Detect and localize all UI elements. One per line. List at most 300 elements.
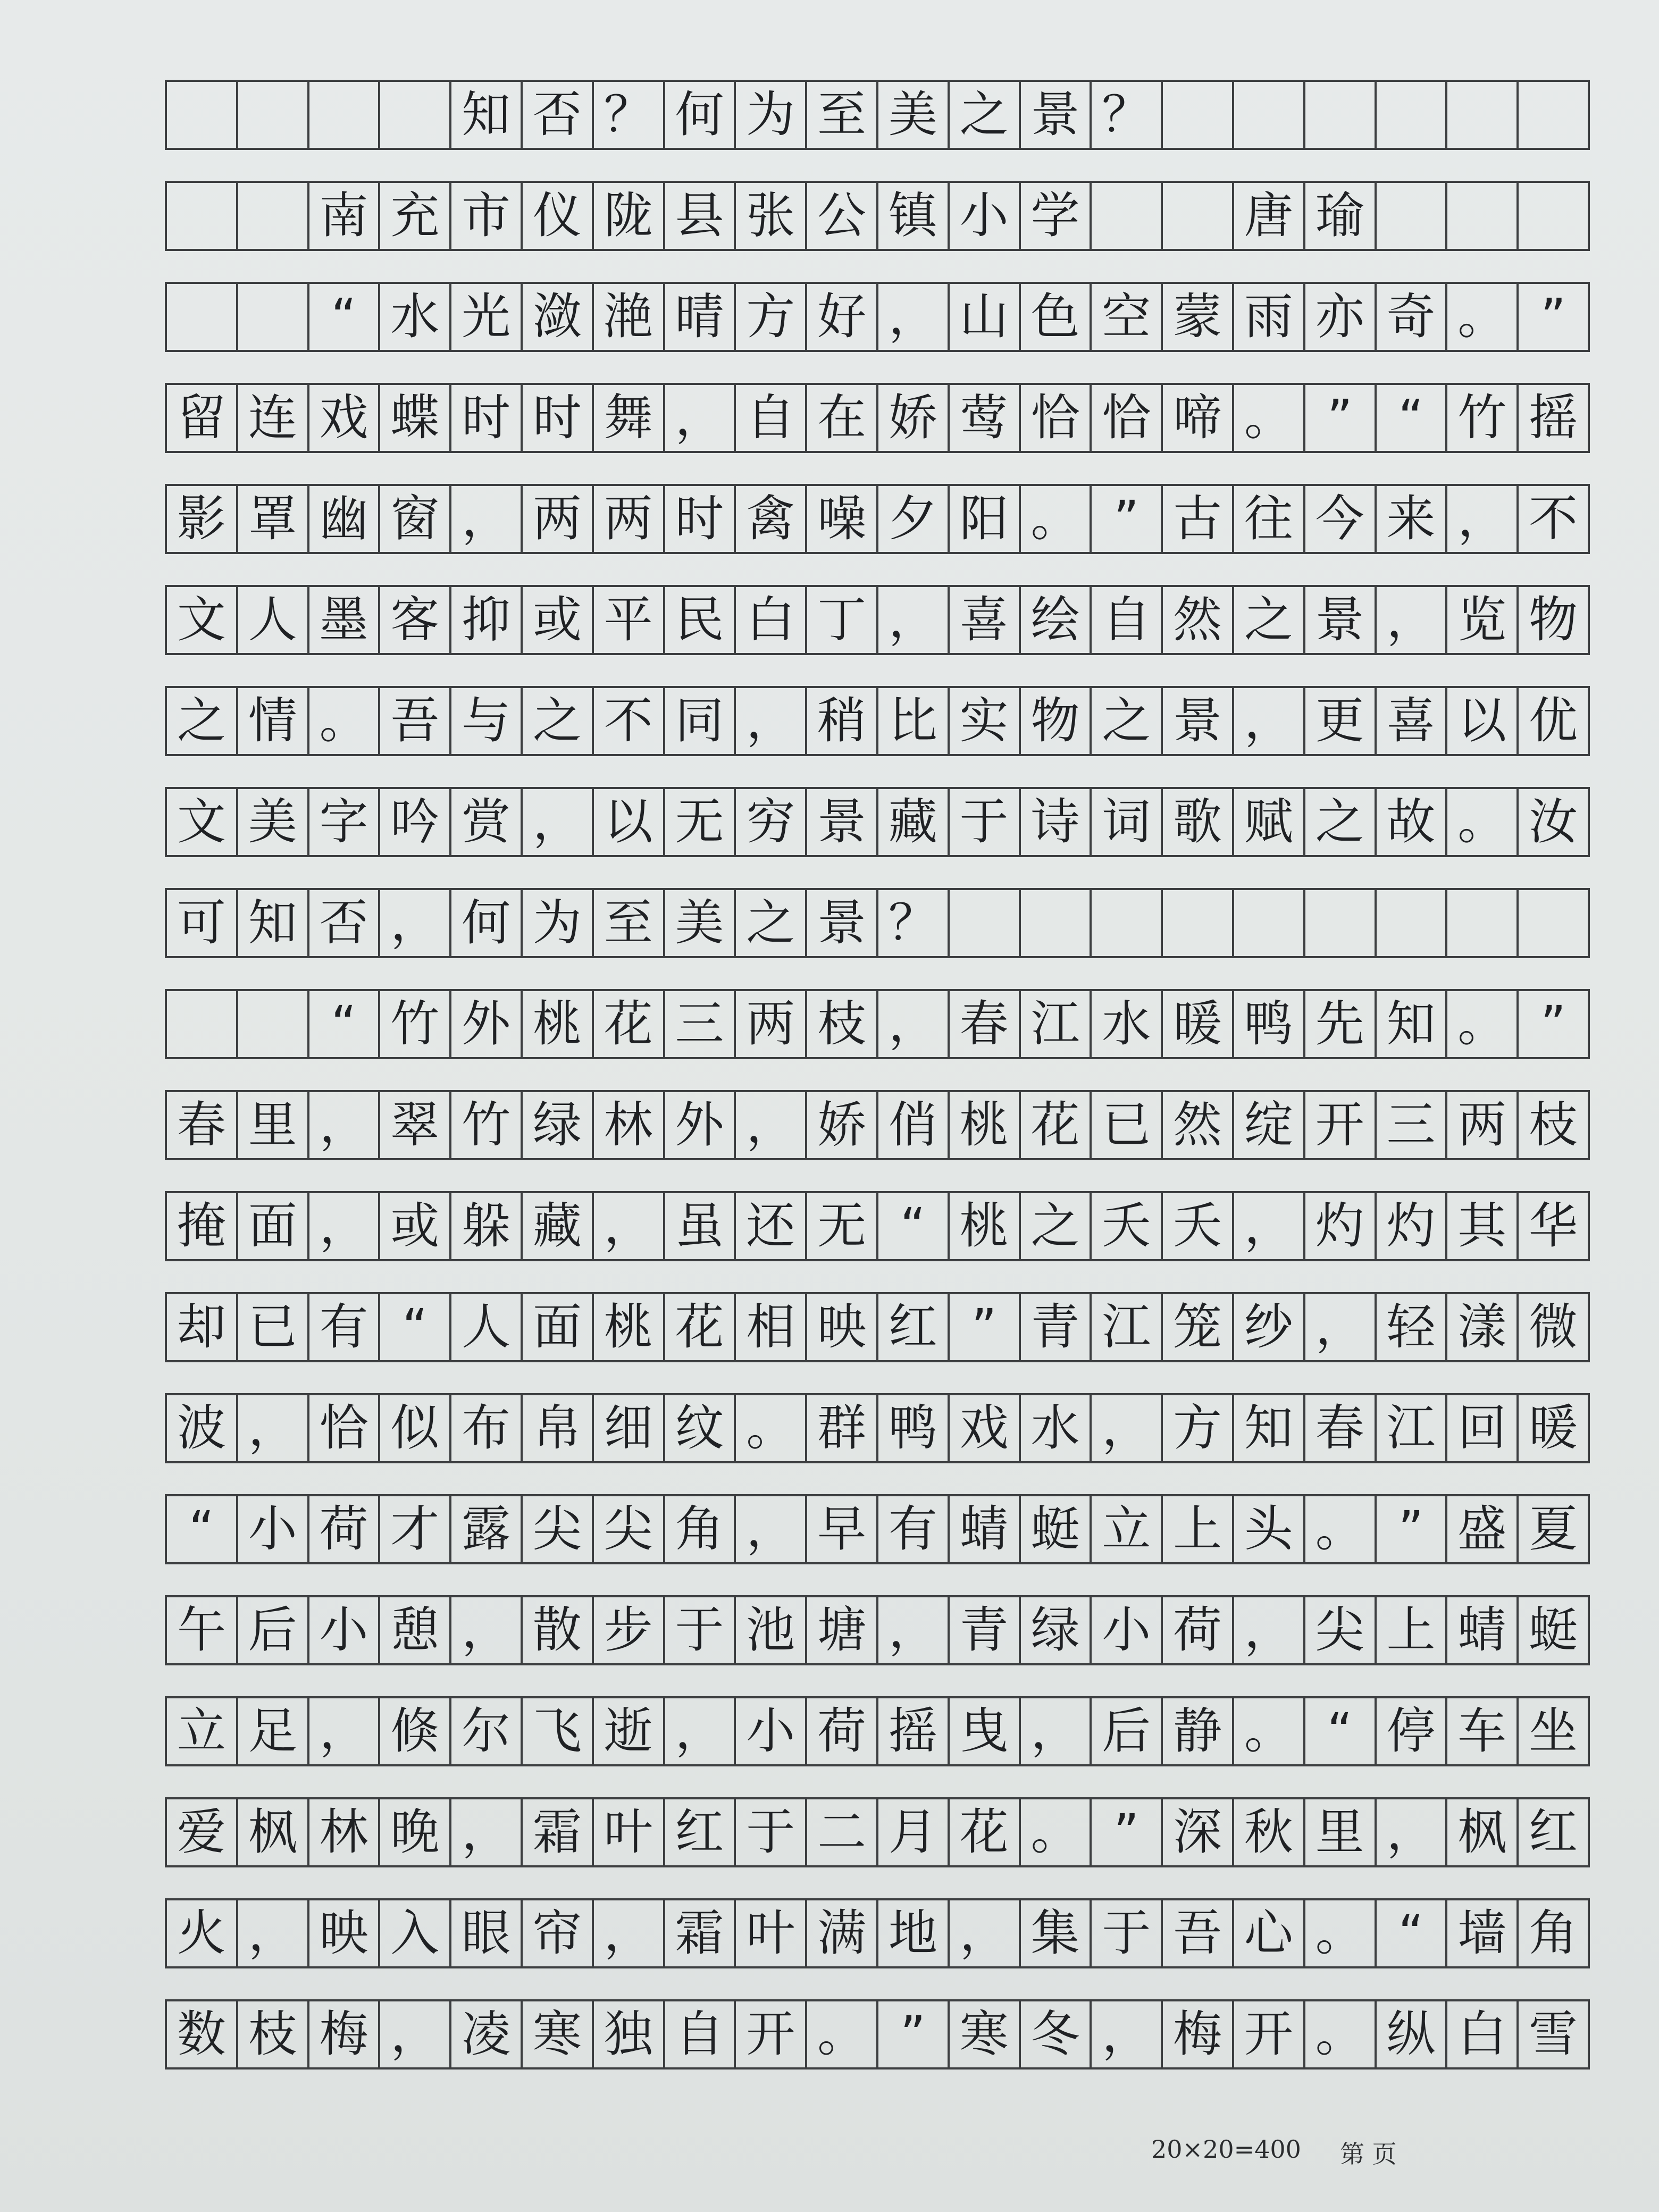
grid-cell: “ [1377,385,1448,451]
grid-cell: 掩 [167,1193,238,1259]
grid-cell: 还 [736,1193,807,1259]
grid-cell [1377,890,1448,956]
grid-cell: 方 [1163,1395,1234,1461]
grid-cell: 蝶 [380,385,451,451]
grid-cell: 镇 [878,183,950,249]
grid-cell: 桃 [950,1092,1021,1158]
grid-cell: 于 [950,789,1021,855]
grid-cell: 江 [1377,1395,1448,1461]
grid-cell: 先 [1305,991,1377,1057]
grid-cell: ， [1377,587,1448,653]
grid-cell: 竹 [451,1092,523,1158]
grid-cell: 布 [451,1395,523,1461]
grid-cell: 寒 [950,2001,1021,2067]
grid-cell: 面 [238,1193,309,1259]
grid-cell: 无 [807,1193,878,1259]
grid-cell: 人 [451,1294,523,1360]
grid-cell: 自 [1092,587,1163,653]
grid-cell: 。 [1447,991,1519,1057]
grid-cell: 其 [1447,1193,1519,1259]
grid-row [165,1292,1590,1362]
grid-cell: 小 [950,183,1021,249]
grid-cell: 蒙 [1163,284,1234,350]
grid-cell: 故 [1377,789,1448,855]
grid-cell: ， [1234,688,1305,754]
grid-cell: 步 [594,1597,665,1663]
grid-cell: 墨 [309,587,381,653]
grid-cell: 夕 [878,486,950,552]
grid-cell [1519,183,1590,249]
grid-cell: 三 [1377,1092,1448,1158]
grid-cell: ， [380,2001,451,2067]
grid-cell: 深 [1163,1799,1234,1865]
grid-cell: 外 [665,1092,736,1158]
grid-cell: 蜻 [950,1496,1021,1562]
grid-cell: 藏 [878,789,950,855]
grid-cell: 叶 [736,1900,807,1966]
grid-cell: 坐 [1519,1698,1590,1764]
grid-cell: 桃 [594,1294,665,1360]
grid-cell: ， [309,1092,381,1158]
grid-cell: 映 [807,1294,878,1360]
grid-cell: 塘 [807,1597,878,1663]
grid-cell: 噪 [807,486,878,552]
grid-cell: 枫 [238,1799,309,1865]
grid-cell: 露 [451,1496,523,1562]
grid-cell: “ [878,1193,950,1259]
grid-cell: 抑 [451,587,523,653]
grid-cell: 二 [807,1799,878,1865]
grid-cell [1377,82,1448,148]
grid-cell [1305,890,1377,956]
grid-cell: 摇 [1519,385,1590,451]
grid-cell [167,991,238,1057]
grid-cell: “ [1377,1900,1448,1966]
grid-cell: 至 [807,82,878,148]
grid-cell: 回 [1447,1395,1519,1461]
grid-cell: ” [1305,385,1377,451]
grid-cell: 桃 [523,991,594,1057]
grid-cell: 外 [451,991,523,1057]
grid-cell: 奇 [1377,284,1448,350]
grid-cell: ， [451,486,523,552]
grid-cell: 华 [1519,1193,1590,1259]
grid-cell: 穷 [736,789,807,855]
grid-row [165,1393,1590,1463]
grid-cell: 白 [1447,2001,1519,2067]
grid-row-cells [165,1191,1590,1261]
grid-cell: 古 [1163,486,1234,552]
grid-cell [167,284,238,350]
grid-cell [238,284,309,350]
grid-cell: 。 [1305,1496,1377,1562]
grid-cell: ？ [1092,82,1163,148]
grid-cell: 静 [1163,1698,1234,1764]
grid-cell: 曳 [950,1698,1021,1764]
grid-cell: 雨 [1234,284,1305,350]
grid-cell: ， [878,1597,950,1663]
grid-cell: 角 [665,1496,736,1562]
grid-cell: 细 [594,1395,665,1461]
grid-cell: 为 [523,890,594,956]
grid-cell: 两 [1447,1092,1519,1158]
grid-cell: 。 [807,2001,878,2067]
grid-cell: 之 [1305,789,1377,855]
grid-cell: 池 [736,1597,807,1663]
grid-cell: 不 [594,688,665,754]
grid-cell: 于 [1092,1900,1163,1966]
grid-cell: 不 [1519,486,1590,552]
grid-cell: 红 [1519,1799,1590,1865]
grid-row-cells [165,787,1590,857]
grid-cell: ， [309,1193,381,1259]
grid-row-cells [165,888,1590,958]
grid-row [165,1999,1590,2069]
grid-cell [238,991,309,1057]
grid-cell: 实 [950,688,1021,754]
grid-cell: 桃 [950,1193,1021,1259]
grid-cell: “ [1305,1698,1377,1764]
grid-cell: 恰 [1021,385,1092,451]
grid-cell: ， [1447,486,1519,552]
grid-row-cells [165,1494,1590,1564]
grid-cell: 。 [1021,1799,1092,1865]
grid-cell: 览 [1447,587,1519,653]
grid-cell: 足 [238,1698,309,1764]
grid-row [165,1696,1590,1766]
grid-cell: 尔 [451,1698,523,1764]
grid-cell: ， [309,1698,381,1764]
grid-row [165,1898,1590,1968]
grid-cell: 灼 [1377,1193,1448,1259]
grid-cell: 开 [1305,1092,1377,1158]
grid-cell: 集 [1021,1900,1092,1966]
grid-cell: 光 [451,284,523,350]
grid-cell: 青 [950,1597,1021,1663]
grid-cell: 今 [1305,486,1377,552]
grid-cell: 自 [736,385,807,451]
grid-cell: 波 [167,1395,238,1461]
grid-cell: 却 [167,1294,238,1360]
grid-cell: 。 [1305,2001,1377,2067]
grid-cell: ” [950,1294,1021,1360]
grid-cell: 何 [451,890,523,956]
grid-cell: 竹 [380,991,451,1057]
grid-cell: 鸭 [1234,991,1305,1057]
grid-cell: 叶 [594,1799,665,1865]
grid-cell: 红 [878,1294,950,1360]
grid-cell: 夭 [1163,1193,1234,1259]
page-number-label: 第 页 [1340,2140,1397,2168]
grid-cell: 蜻 [1447,1597,1519,1663]
grid-cell: 。 [309,688,381,754]
grid-row [165,585,1590,655]
grid-cell: 之 [523,688,594,754]
grid-cell: ， [878,284,950,350]
grid-cell: 以 [594,789,665,855]
grid-cell: 江 [1092,1294,1163,1360]
grid-cell: 山 [950,284,1021,350]
grid-cell [309,82,381,148]
grid-cell: 吾 [1163,1900,1234,1966]
grid-cell: 晚 [380,1799,451,1865]
grid-cell: 花 [665,1294,736,1360]
grid-cell: 或 [380,1193,451,1259]
grid-cell: 枫 [1447,1799,1519,1865]
grid-cell: 与 [451,688,523,754]
grid-cell: 梅 [309,2001,381,2067]
grid-cell: ， [1377,1799,1448,1865]
grid-cell: 客 [380,587,451,653]
grid-cell: 荷 [309,1496,381,1562]
grid-cell: 蜓 [1021,1496,1092,1562]
grid-cell: ” [1092,486,1163,552]
grid-cell: 更 [1305,688,1377,754]
grid-cell: 景 [1305,587,1377,653]
grid-cell: “ [309,284,381,350]
grid-row-cells [165,1999,1590,2069]
grid-row [165,1494,1590,1564]
grid-cell: 霜 [665,1900,736,1966]
grid-cell: 色 [1021,284,1092,350]
grid-cell: 早 [807,1496,878,1562]
grid-cell: 恰 [1092,385,1163,451]
grid-cell: ， [1092,1395,1163,1461]
grid-cell: 美 [238,789,309,855]
grid-cell: “ [167,1496,238,1562]
grid-cell: 春 [950,991,1021,1057]
grid-cell: 优 [1519,688,1590,754]
grid-cell: 花 [950,1799,1021,1865]
grid-cell: 比 [878,688,950,754]
grid-cell: 字 [309,789,381,855]
grid-cell [1305,82,1377,148]
grid-row [165,181,1590,251]
grid-cell: ， [238,1900,309,1966]
grid-cell: 午 [167,1597,238,1663]
grid-row [165,989,1590,1059]
grid-cell: 舞 [594,385,665,451]
grid-cell: 潋 [523,284,594,350]
grid-cell: 灼 [1305,1193,1377,1259]
grid-cell [1163,82,1234,148]
grid-cell: 荷 [807,1698,878,1764]
grid-cell: 同 [665,688,736,754]
grid-cell: 。 [1305,1900,1377,1966]
grid-cell: 无 [665,789,736,855]
grid-cell: 景 [807,789,878,855]
grid-cell: 影 [167,486,238,552]
grid-row-cells [165,1292,1590,1362]
grid-cell: 。 [1447,284,1519,350]
grid-cell: 里 [1305,1799,1377,1865]
grid-cell: 戏 [309,385,381,451]
grid-cell: 丁 [807,587,878,653]
grid-cell: 蜓 [1519,1597,1590,1663]
grid-cell: ， [1021,1698,1092,1764]
grid-cell: 春 [1305,1395,1377,1461]
grid-cell: 歌 [1163,789,1234,855]
grid-cell: 立 [167,1698,238,1764]
grid-cell: 连 [238,385,309,451]
grid-cell: 汝 [1519,789,1590,855]
grid-cell: 纵 [1377,2001,1448,2067]
grid-cell: ， [1305,1294,1377,1360]
grid-cell: 荷 [1163,1597,1234,1663]
grid-cell: 绿 [1021,1597,1092,1663]
grid-cell: 在 [807,385,878,451]
grid-cell: ” [1092,1799,1163,1865]
grid-cell: 枝 [1519,1092,1590,1158]
grid-cell: 已 [1092,1092,1163,1158]
grid-cell: 三 [665,991,736,1057]
grid-cell: 夏 [1519,1496,1590,1562]
grid-cell: 绿 [523,1092,594,1158]
grid-cell: 知 [1234,1395,1305,1461]
grid-cell: 美 [665,890,736,956]
grid-row [165,282,1590,352]
grid-cell: 瑜 [1305,183,1377,249]
grid-cell: 憩 [380,1597,451,1663]
grid-cell: 为 [736,82,807,148]
grid-cell: ， [238,1395,309,1461]
grid-row-cells [165,1393,1590,1463]
grid-cell: 人 [238,587,309,653]
grid-cell: 有 [878,1496,950,1562]
grid-cell: 赋 [1234,789,1305,855]
grid-cell: 物 [1021,688,1092,754]
grid-cell: 至 [594,890,665,956]
grid-cell: 头 [1234,1496,1305,1562]
grid-cell: 学 [1021,183,1092,249]
grid-row [165,1595,1590,1665]
grid-cell: 赏 [451,789,523,855]
grid-cell: 往 [1234,486,1305,552]
grid-cell [1021,890,1092,956]
grid-cell: ， [523,789,594,855]
grid-cell: 景 [1163,688,1234,754]
grid-cell: 枝 [238,2001,309,2067]
grid-cell: ？ [594,82,665,148]
grid-cell: ” [1519,284,1590,350]
grid-row-cells [165,1595,1590,1665]
grid-cell: 尖 [523,1496,594,1562]
grid-cell: ， [380,890,451,956]
grid-row [165,80,1590,150]
grid-cell: 绘 [1021,587,1092,653]
grid-row-cells [165,181,1590,251]
grid-cell: 帛 [523,1395,594,1461]
grid-cell: 凌 [451,2001,523,2067]
grid-cell: 充 [380,183,451,249]
grid-cell: ， [736,1092,807,1158]
grid-cell: 美 [878,82,950,148]
grid-cell: 方 [736,284,807,350]
grid-cell: 南 [309,183,381,249]
grid-cell: ， [878,587,950,653]
grid-row [165,1090,1590,1160]
grid-row-cells [165,383,1590,453]
grid-cell: 娇 [807,1092,878,1158]
grid-row [165,1191,1590,1261]
grid-cell: 亦 [1305,284,1377,350]
grid-cell: 花 [1021,1092,1092,1158]
grid-cell: 里 [238,1092,309,1158]
grid-cell: 以 [1447,688,1519,754]
writing-grid [165,80,1590,2100]
grid-cell: ， [451,1799,523,1865]
grid-cell: 市 [451,183,523,249]
grid-cell: 诗 [1021,789,1092,855]
grid-cell: ， [665,385,736,451]
grid-cell: ， [1234,1193,1305,1259]
grid-cell: 水 [380,284,451,350]
grid-cell: 民 [665,587,736,653]
grid-cell: 尖 [1305,1597,1377,1663]
grid-cell: 幽 [309,486,381,552]
grid-cell: 藏 [523,1193,594,1259]
grid-cell: 之 [1021,1193,1092,1259]
grid-cell: 花 [594,991,665,1057]
grid-cell: “ [309,991,381,1057]
grid-cell: ？ [878,890,950,956]
grid-cell [1092,890,1163,956]
grid-cell: 数 [167,2001,238,2067]
grid-cell [1447,183,1519,249]
grid-cell: 张 [736,183,807,249]
grid-cell: 开 [1234,2001,1305,2067]
grid-cell: ， [665,1698,736,1764]
grid-cell: 角 [1519,1900,1590,1966]
grid-cell: 小 [309,1597,381,1663]
grid-cell: 吾 [380,688,451,754]
grid-cell: 秋 [1234,1799,1305,1865]
grid-cell: 雪 [1519,2001,1590,2067]
grid-cell [1163,890,1234,956]
grid-cell: 唐 [1234,183,1305,249]
grid-cell: 莺 [950,385,1021,451]
grid-cell: 之 [950,82,1021,148]
grid-cell: 或 [523,587,594,653]
grid-cell: 留 [167,385,238,451]
grid-cell: 满 [807,1900,878,1966]
grid-cell: 喜 [1377,688,1448,754]
grid-cell: 平 [594,587,665,653]
grid-cell: 暖 [1519,1395,1590,1461]
grid-cell: 纹 [665,1395,736,1461]
grid-cell: 映 [309,1900,381,1966]
grid-cell: 虽 [665,1193,736,1259]
grid-cell: 地 [878,1900,950,1966]
grid-cell: ， [736,1496,807,1562]
grid-cell: 戏 [950,1395,1021,1461]
grid-cell [1377,183,1448,249]
grid-cell: 帘 [523,1900,594,1966]
grid-cell: ， [451,1597,523,1663]
grid-cell: 于 [736,1799,807,1865]
grid-cell: 月 [878,1799,950,1865]
grid-row-cells [165,585,1590,655]
grid-cell: 春 [167,1092,238,1158]
grid-cell: 鸭 [878,1395,950,1461]
grid-size-label: 20×20=400 [1151,2135,1301,2164]
grid-cell: 陇 [594,183,665,249]
grid-cell: 冬 [1021,2001,1092,2067]
grid-cell: 娇 [878,385,950,451]
grid-row-cells [165,686,1590,756]
grid-cell: 知 [238,890,309,956]
grid-cell: 面 [523,1294,594,1360]
